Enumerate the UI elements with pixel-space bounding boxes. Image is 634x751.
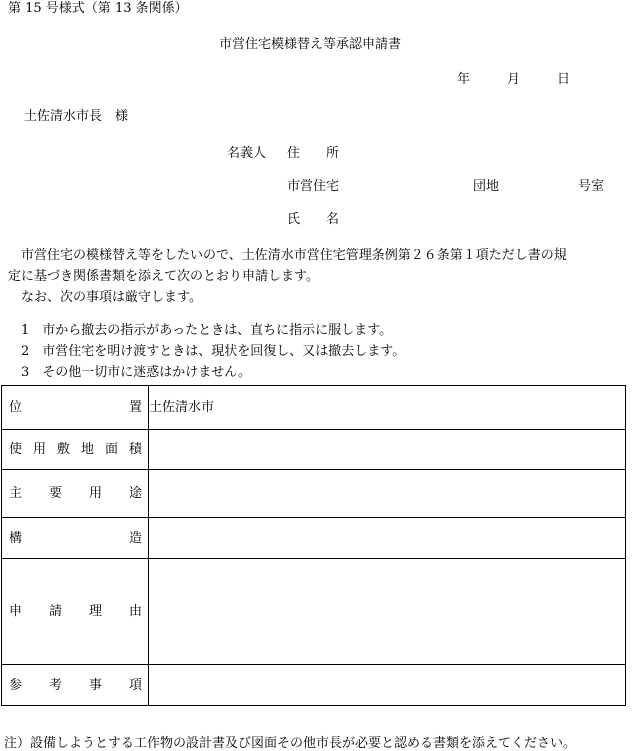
label-char: 考 [48,677,62,693]
date-year: 年 [457,72,471,87]
application-table [1,385,626,706]
location-value[interactable]: 土佐清水市 [149,386,626,430]
label-char: 事 [88,677,102,693]
label-char: 敷 [56,442,70,457]
addressee: 土佐清水市長 様 [24,109,129,124]
table-row [2,470,626,518]
remarks-label [2,665,149,706]
use-label [2,470,149,518]
label-char: 構 [9,530,23,546]
table-row [2,665,626,706]
label-char: 参 [9,677,23,693]
form-number: 第 15 号様式（第 13 条関係） [8,1,188,16]
applicant-name-label: 氏 名 [287,212,340,227]
structure-value[interactable] [149,518,626,559]
applicant-meigi-label: 名義人 [227,146,267,161]
body-line: なお、次の事項は厳守します。 [8,290,202,305]
label-char: 地 [80,442,94,457]
reason-label [2,559,149,665]
label-char: 積 [128,442,142,457]
label-char: 要 [48,486,62,501]
body-line: 定に基づき関係書類を添えて次のとおり申請します。 [8,269,319,284]
land-area-label [2,430,149,470]
label-char: 申 [9,604,23,619]
structure-label [2,518,149,559]
label-char: 用 [32,442,46,457]
use-value[interactable] [149,470,626,518]
applicant-address-label: 住 所 [287,146,340,161]
body-line: 市営住宅の模様替え等をしたいので、土佐清水市営住宅管理条例第２６条第１項ただし書の規 [8,248,567,263]
condition-item: 2 市営住宅を明け渡すときは、現状を回復し、又は撤去します。 [8,344,406,359]
table-row [2,559,626,665]
land-area-value[interactable] [149,430,626,470]
footnote: 注）設備しようとする工作物の設計書及び図面その他市長が必要と認める書類を添えてください。 [4,736,577,751]
condition-item: 1 市から撤去の指示があったときは、直ちに指示に服します。 [8,323,393,338]
applicant-housing-label: 市営住宅 [287,179,340,194]
condition-item: 3 その他一切市に迷惑はかけません。 [8,365,252,380]
reason-value[interactable] [149,559,626,665]
label-char: 使 [9,442,23,457]
label-char: 由 [128,604,142,619]
label-char: 請 [48,604,62,619]
location-label [2,386,149,430]
table-row [2,518,626,559]
label-char: 造 [128,530,142,546]
label-char: 用 [88,486,102,501]
label-char: 項 [128,677,142,693]
date-month: 月 [507,72,521,87]
table-row [2,386,626,430]
label-char: 面 [104,442,118,457]
date-day: 日 [557,72,571,87]
label-char: 主 [9,486,23,501]
applicant-danchi-label: 団地 [473,179,500,194]
label-char: 途 [128,486,142,501]
body-paragraph [8,245,626,308]
remarks-value[interactable] [149,665,626,706]
applicant-goshitsu-label: 号室 [578,179,605,194]
label-char: 置 [128,400,142,415]
label-char: 位 [9,400,23,415]
table-row [2,430,626,470]
conditions-list [8,320,626,383]
form-title: 市営住宅模様替え等承認申請書 [219,37,402,52]
label-char: 理 [88,604,102,619]
